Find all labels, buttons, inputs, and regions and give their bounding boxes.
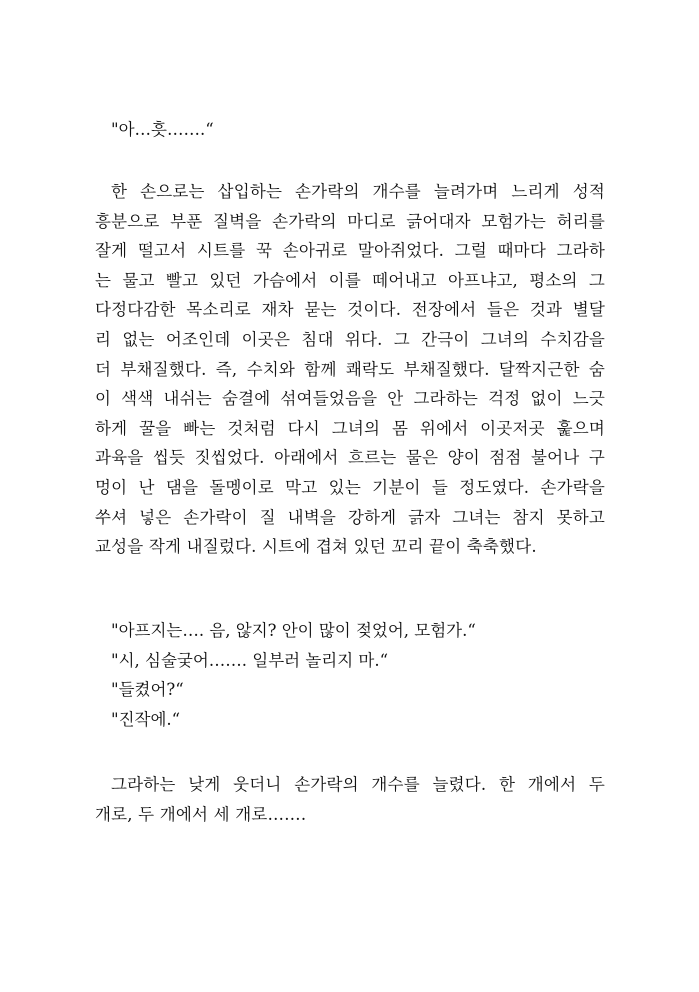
dialogue-line: "시, 심술궂어……. 일부러 놀리지 마.“ bbox=[111, 651, 389, 670]
paragraph-1-line: 더 부채질했다. 즉, 수치와 함께 쾌락도 부채질했다. 달짝지근한 숨 bbox=[95, 359, 605, 379]
paragraph-1-line: 과육을 씹듯 짓씹었다. 아래에서 흐르는 물은 양이 점점 불어나 구 bbox=[95, 448, 605, 468]
paragraph-1-line: 멍이 난 댐을 돌멩이로 막고 있는 기분이 들 정도였다. 손가락을 bbox=[95, 477, 605, 497]
paragraph-2-line: 그라하는 낮게 웃더니 손가락의 개수를 늘렸다. 한 개에서 두 bbox=[111, 775, 605, 794]
paragraph-2 bbox=[95, 770, 605, 829]
opening-dialogue: "아…흣…….“ bbox=[111, 120, 214, 139]
paragraph-1-line: 한 손으로는 삽입하는 손가락의 개수를 늘려가며 느리게 성적 bbox=[111, 182, 605, 201]
dialogue-line: "들켰어?“ bbox=[111, 680, 184, 699]
paragraph-1-line: 이 색색 내쉬는 숨결에 섞여들었음을 안 그라하는 걱정 없이 느긋 bbox=[95, 389, 605, 409]
paragraph-1-line: 리 없는 어조인데 이곳은 침대 위다. 그 간극이 그녀의 수치감을 bbox=[95, 329, 605, 349]
paragraph-2-line: 개로, 두 개에서 세 개로……. bbox=[95, 804, 307, 824]
paragraph-1-line: 다정다감한 목소리로 재차 묻는 것이다. 전장에서 들은 것과 별달 bbox=[95, 300, 605, 320]
paragraph-1-line: 교성을 작게 내질렀다. 시트에 겹쳐 있던 꼬리 끝이 축축했다. bbox=[95, 537, 537, 557]
paragraph-1-line: 쑤셔 넣은 손가락이 질 내벽을 강하게 긁자 그녀는 참지 못하고 bbox=[95, 507, 605, 527]
paragraph-1-line: 흥분으로 부푼 질벽을 손가락의 마디로 긁어대자 모험가는 허리를 bbox=[95, 211, 605, 231]
paragraph-1 bbox=[95, 177, 605, 562]
paragraph-1-line: 는 물고 빨고 있던 가슴에서 이를 떼어내고 아프냐고, 평소의 그 bbox=[95, 270, 605, 290]
paragraph-1-line: 잘게 떨고서 시트를 꾹 손아귀로 말아쥐었다. 그럴 때마다 그라하 bbox=[95, 241, 605, 261]
paragraph-1-line: 하게 꿀을 빠는 것처럼 다시 그녀의 몸 위에서 이곳저곳 훑으며 bbox=[95, 418, 605, 438]
dialogue-line: "아프지는…. 음, 않지? 안이 많이 젖었어, 모험가.“ bbox=[111, 621, 476, 640]
dialogue-line: "진작에.“ bbox=[111, 710, 181, 729]
